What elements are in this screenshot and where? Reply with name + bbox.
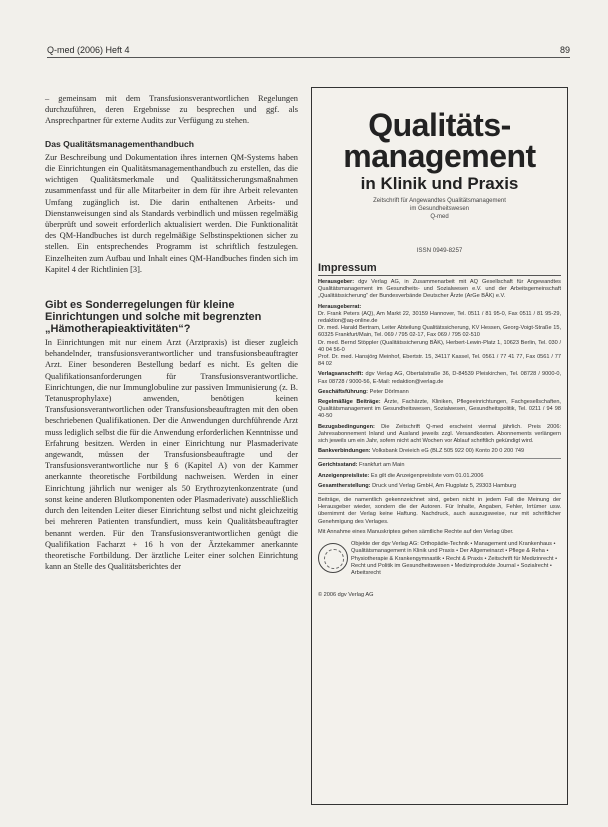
impressum-ad-prices bbox=[318, 473, 561, 480]
board-member-2: Dr. med. Harald Bertram, Leiter Abteilung Qualitätssicherung, KV Hessen, Georg-Voigt-Straße 15, 60325 Frankfurt/Main, Tel. 069 / 795 02-17, Fax 069 / 795 02-510 bbox=[318, 325, 561, 339]
label-address: Verlagsanschrift: bbox=[318, 371, 364, 378]
subtitle-line-1: Zeitschrift für Angewandtes Qualitätsmanagement bbox=[373, 198, 506, 204]
impressum-rule bbox=[318, 275, 561, 276]
paragraph-2: Zur Beschreibung und Dokumentation ihres internen QM-Systems haben die Einrichtungen ein Qualitätsmanagementhandbuch zu erstellen, das die wichtigen Qualitätsmerkmale und Qualitätssicherungsmaßnahmen zusammenfasst und für alle Mitarbeiter in dem für ihre Arbeit relevanten Umfang zugänglich ist. Die darin enthaltenen Arbeits- und Dienstanweisungen sind als Standards verbindlich und müssen regelmäßig überprüft und soweit erforderlich aktualisiert werden. Die Funktionalität des QM-Handbuches ist durch regelmäßige Selbstinspektionen sicher zu stellen. Ein entsprechendes Programm ist schriftlich festzulegen. Einzelheiten zum Aufbau und Inhalt eines QM-Handbuches finden sich im Kapitel 4 der Richtlinien [3]. bbox=[45, 152, 298, 274]
jurisdiction-text: Frankfurt am Main bbox=[359, 462, 405, 469]
divider bbox=[318, 458, 561, 459]
label-production: Gesamtherstellung: bbox=[318, 482, 371, 489]
header-rule bbox=[47, 57, 570, 58]
impressum-address bbox=[318, 371, 561, 385]
journal-issue: Q-med (2006) Heft 4 bbox=[47, 45, 130, 55]
board-member-4: Prof. Dr. med. Hansjörg Meinhof, Ebertstr. 15, 34117 Kassel, Tel. 0561 / 77 41 77, Fax 0561 / 77 84 02 bbox=[318, 354, 561, 368]
section-heading-handbook: Das Qualitätsmanagementhandbuch bbox=[45, 138, 194, 149]
paragraph-3: In Einrichtungen mit nur einem Arzt (Arztpraxis) ist dieser zugleich behandelnder, transfusionsverantwortlicher und transfusionsbeauftragter Arzt. Einer besonderen Bestellung bedarf es nicht. Es gelten die Qualifikationsanforderungen für Transfusionsverantwortliche. Einrichtungen, die nur Immunglobuline zur passiven Immunisierung (z. B. Tetanusprophylaxe) anwenden, benötigen keinen Transfusionsverantwortlichen oder Transfusionsbeauftragten mit den oben beschriebenen Qualifikationen. Der die Anwendungen durchführende Arzt muss lediglich selbst die für die Anwendung erforderlichen Kenntnisse und Erfahrung besitzen. Werden in einer Einrichtung nur Plasmaderivate angewandt, müssen der Transfusionsbeauftragte und der Transfusionsverantwortliche nur § 6 (Kapitel A) von der Kammer anerkannte theoretische Fortbildung nachweisen. Werden in einer Einrichtung jährlich nur weniger als 50 Erythrozytenkonzentrate (und sonst keine anderen Blutkomponenten oder Plasmaderivate) ausschließlich durch den leitenden Leiter dieser Einrichtung selbst und nicht gleichzeitig bei mehreren Patienten transfundiert, muss kein Qualitätsbeauftragter benannt werden. Für den Transfusionsverantwortlichen genügt die Qualifikation Facharzt + 16 h von der Ärztekammer anerkannte theoretische Fortbildung. Der ärztliche Leiter einer solchen Einrichtung kann an Stelle des Qualitätsberichtes der bbox=[45, 338, 298, 572]
impressum-text bbox=[318, 279, 561, 536]
label-publisher: Herausgeber: bbox=[318, 279, 355, 285]
impressum-bank bbox=[318, 448, 561, 455]
impressum-subscription bbox=[318, 424, 561, 446]
contributions-text: Ärzte, Fachärzte, Kliniken, Pflegeeinrichtungen, Fachgesellschaften, Qualitätsmanagement im Gesundheitswesen, Sozialwesen, Gesundheitspolitik, Tel. 0211 / 94 98 40-50 bbox=[318, 399, 561, 420]
label-jurisdiction: Gerichtsstand: bbox=[318, 462, 358, 469]
impressum-box bbox=[311, 87, 568, 805]
label-bank: Bankverbindungen: bbox=[318, 448, 371, 455]
subtitle-line-2: im Gesundheitswesen bbox=[409, 206, 470, 212]
left-column bbox=[45, 93, 298, 572]
impressum-management bbox=[318, 389, 561, 396]
publisher-products: Objekte der dgv Verlag AG: Orthopädie-Technik • Management und Krankenhaus • Qualitätsmanagement in Klinik und Praxis • Der Allgemeinarzt • Pflege & Reha • Physiotherapie & Krankengymnastik • Recht & Praxis • Zeitschrift für Medizinrecht • Recht und Politik im Gesundheitswesen • Medizinprodukte Journal • Sozialrecht • Arbeitsrecht bbox=[351, 541, 558, 576]
impressum-disclaimer: Beiträge, die namentlich gekennzeichnet sind, geben nicht in jedem Fall die Meinung der Herausgeber wieder, sondern die der Autoren. Für Inhalte, Angaben, Fehler, Irrtümer usw. übernimmt der Verlag keine Haftung. Nachdruck, auch auszugsweise, nur mit schriftlicher Genehmigung des Verlages. bbox=[318, 497, 561, 525]
bank-text: Volksbank Dreieich eG (BLZ 505 922 00) Konto 20 0 200 749 bbox=[372, 448, 525, 455]
address-text: dgv Verlag AG, Obertalstraße 36, D-84539 Pleiskirchen, Tel. 08728 / 9000-0, Fax 08728 / 9000-56, E-Mail: redaktion@verlag.de bbox=[318, 371, 561, 385]
publisher-seal-icon bbox=[318, 543, 348, 573]
logo-line-2: management bbox=[343, 138, 536, 174]
impressum-publisher bbox=[318, 279, 561, 301]
logo-line-3: in Klinik und Praxis bbox=[360, 174, 519, 193]
publisher-text: dgv Verlag AG, in Zusammenarbeit mit AQ Gesellschaft für Angewandtes Qualitätsmanagement im Gesundheits- und Sozialwesen e.V. und der Arbeitsgemeinschaft „Qualitätssicherung“ der Bundesverbände Deutscher Ärzte (ArGe BÄK) e.V. bbox=[318, 279, 561, 300]
page-number: 89 bbox=[559, 45, 570, 55]
label-ad-prices: Anzeigenpreisliste: bbox=[318, 472, 370, 479]
issn: ISSN 0949-8257 bbox=[416, 247, 463, 254]
label-board: Herausgeberrat: bbox=[318, 303, 362, 310]
production-text: Druck und Verlag GmbH, Am Flugplatz 5, 29303 Hamburg bbox=[372, 482, 517, 489]
impressum-contributions bbox=[318, 399, 561, 421]
subtitle-line-3: Q-med bbox=[430, 214, 449, 220]
impressum-title: Impressum bbox=[318, 262, 377, 274]
impressum-jurisdiction bbox=[318, 462, 561, 469]
divider bbox=[318, 493, 561, 494]
label-subscription: Bezugsbedingungen: bbox=[318, 423, 375, 430]
board-member-1: Dr. Frank Peters (AQ), Am Markt 22, 30159 Hannover, Tel. 0511 / 81 95-0, Fax 0511 / 81 95-29, redaktion@aq-online.de bbox=[318, 310, 561, 325]
seal-ring bbox=[324, 549, 344, 569]
publisher-block bbox=[318, 541, 561, 589]
copyright: © 2006 dgv Verlag AG bbox=[318, 592, 374, 599]
impressum-rights: Mit Annahme eines Manuskriptes gehen sämtliche Rechte auf den Verlag über. bbox=[318, 528, 514, 535]
ad-prices-text: Es gilt die Anzeigenpreisliste vom 01.01.2006 bbox=[370, 472, 484, 479]
logo-line-1: Qualitäts- bbox=[368, 107, 511, 143]
section-heading-special-rules: Gibt es Sonderregelungen für kleine Einrichtungen und solche mit begrenzten „Hämotherapieaktivitäten“? bbox=[45, 299, 262, 336]
subscription-text: Die Zeitschrift Q-med erscheint viermal jährlich. Preis 2006: Jahresabonnement Inland und Ausland jeweils zzgl. Versandkosten. Abonnements verlängern sich jeweils um ein Jahr, sofern nicht acht Wochen vor Ablauf schriftlich gekündigt wird. bbox=[318, 423, 561, 445]
label-management: Geschäftsführung: bbox=[318, 388, 369, 395]
paragraph-1: – gemeinsam mit dem Transfusionsverantwortlichen Regelungen durchzuführen, deren Ergebnisse zu besprechen und ggf. als Ansprechpartner für externe Audits zur Verfügung zu stehen. bbox=[45, 94, 298, 126]
journal-logo bbox=[312, 107, 567, 194]
impressum-board bbox=[318, 304, 561, 369]
management-text: Peter Dörlmann bbox=[369, 388, 409, 395]
journal-subtitle bbox=[312, 197, 567, 221]
label-contributions: Regelmäßige Beiträge: bbox=[318, 399, 381, 406]
impressum-production bbox=[318, 483, 561, 490]
board-member-3: Dr. med. Bernd Stöppler (Qualitätssicherung BÄK), Herbert-Lewin-Platz 1, 10623 Berlin, Tel. 030 / 40 04 56-0 bbox=[318, 339, 561, 353]
